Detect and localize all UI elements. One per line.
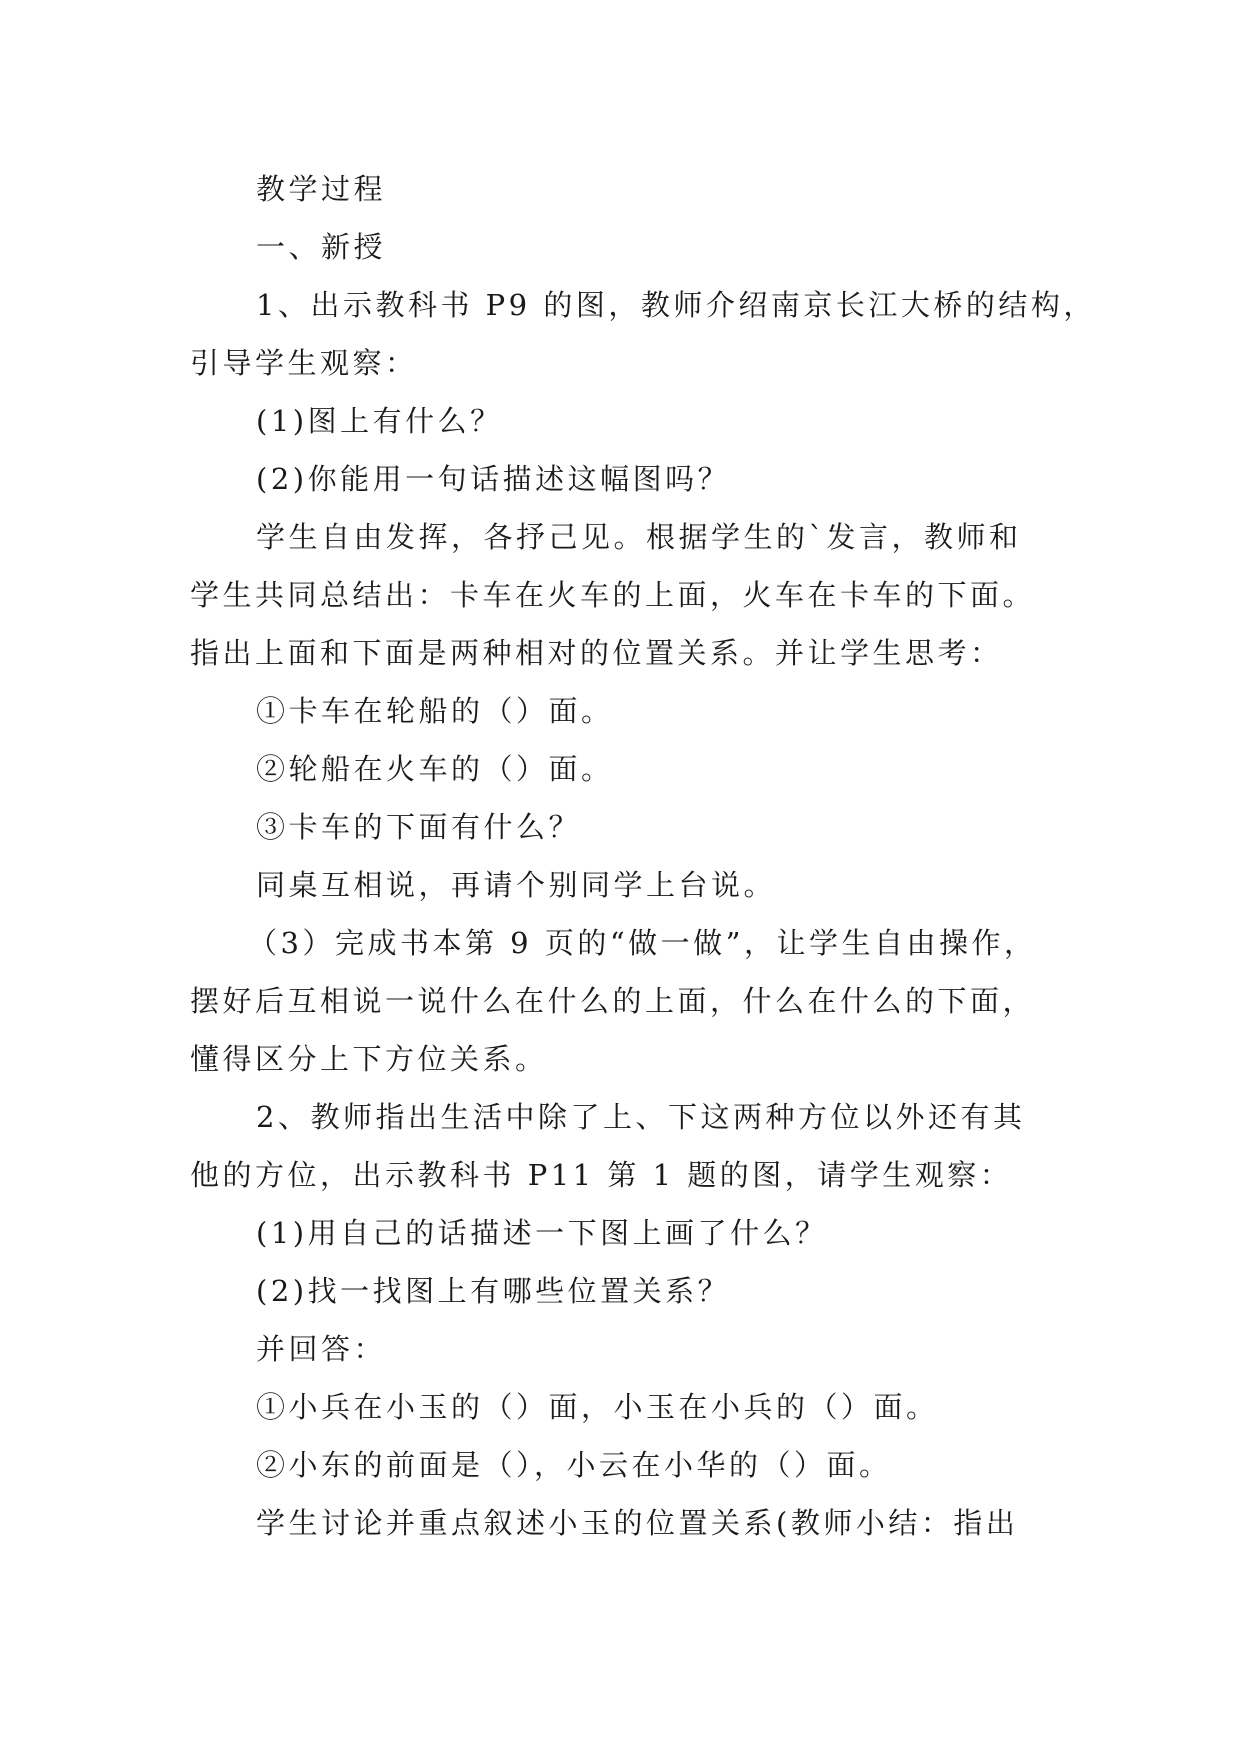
- exercise-line: ①卡车在轮船的（）面。: [256, 694, 614, 728]
- paragraph-line: 他的方位，出示教科书 P11 第 1 题的图，请学生观察：: [190, 1158, 1013, 1192]
- paragraph-line: 1、出示教科书 P9 的图，教师介绍南京长江大桥的结构，: [256, 288, 1096, 322]
- paragraph-line: 引导学生观察：: [190, 346, 418, 380]
- question-line: (2)找一找图上有哪些位置关系？: [256, 1274, 731, 1308]
- paragraph-line: 学生自由发挥，各抒己见。根据学生的`发言，教师和: [256, 520, 1022, 554]
- section-heading: 教学过程: [256, 172, 387, 206]
- question-line: (2)你能用一句话描述这幅图吗？: [256, 462, 731, 496]
- paragraph-line: 学生讨论并重点叙述小玉的位置关系(教师小结：指出: [256, 1506, 1019, 1540]
- paragraph-line: 学生共同总结出：卡车在火车的上面，火车在卡车的下面。: [190, 578, 1036, 612]
- exercise-line: ②小东的前面是（），小云在小华的（）面。: [256, 1448, 892, 1482]
- paragraph-line: 指出上面和下面是两种相对的位置关系。并让学生思考：: [190, 636, 1003, 670]
- document-body: [190, 160, 1096, 1552]
- subsection-heading: 一、新授: [256, 230, 387, 264]
- exercise-line: ②轮船在火车的（）面。: [256, 752, 614, 786]
- question-line: (1)图上有什么？: [256, 404, 503, 438]
- paragraph-line: 同桌互相说，再请个别同学上台说。: [256, 868, 777, 902]
- exercise-line: ③卡车的下面有什么？: [256, 810, 582, 844]
- paragraph-line: 摆好后互相说一说什么在什么的上面，什么在什么的下面，: [190, 984, 1036, 1018]
- paragraph-line: 2、教师指出生活中除了上、下这两种方位以外还有其: [256, 1100, 1026, 1134]
- question-line: (1)用自己的话描述一下图上画了什么？: [256, 1216, 828, 1250]
- exercise-line: ①小兵在小玉的（）面，小玉在小兵的（）面。: [256, 1390, 939, 1424]
- paragraph-line: 并回答：: [256, 1332, 387, 1366]
- paragraph-line: （3）完成书本第 9 页的“做一做”，让学生自由操作，: [248, 926, 1037, 960]
- paragraph-line: 懂得区分上下方位关系。: [190, 1042, 548, 1076]
